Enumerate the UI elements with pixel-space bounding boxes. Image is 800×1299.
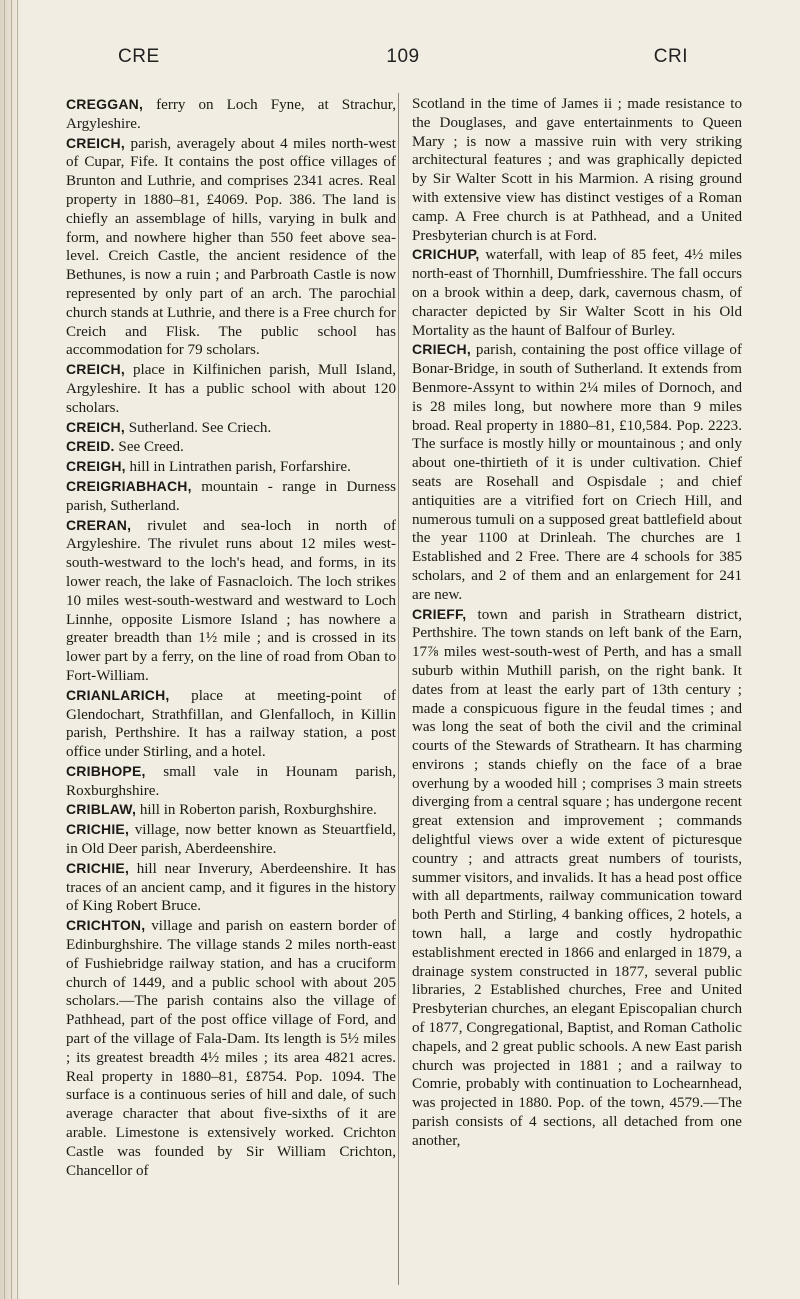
- entry-headword: CRIBHOPE,: [66, 762, 146, 779]
- entry-text: place at meeting-point of Glendochart, Strathfillan, and Glenfalloch, in Killin parish, Perthshire. It has a railway station, a post office under Stirling, and a hotel.: [66, 687, 396, 761]
- gazetteer-entry: [412, 340, 742, 604]
- right-column: [412, 95, 742, 1151]
- page-number: 109: [386, 46, 420, 67]
- gazetteer-entry: [66, 859, 396, 916]
- running-header: [64, 46, 742, 70]
- gazetteer-entry: [66, 437, 396, 457]
- entry-text: hill in Lintrathen parish, Forfarshire.: [125, 459, 351, 476]
- column-divider: [398, 93, 399, 1285]
- entry-headword: CRICHTON,: [66, 917, 146, 934]
- gazetteer-entry: [66, 516, 396, 686]
- entry-text: small vale in Hounam parish, Roxburghshire.: [66, 763, 396, 799]
- header-right-guideword: CRI: [653, 46, 688, 67]
- entry-headword: CRIECH,: [412, 341, 471, 358]
- entry-text: hill in Roberton parish, Roxburghshire.: [136, 802, 377, 819]
- gazetteer-entry: [66, 134, 396, 361]
- entry-text: mountain - range in Durness parish, Sutherland.: [66, 478, 396, 514]
- header-left-guideword: CRE: [118, 46, 160, 67]
- entry-headword: CREICH,: [66, 134, 125, 151]
- gazetteer-entry: [66, 762, 396, 801]
- entry-headword: CREIGRIABHACH,: [66, 477, 192, 494]
- entry-text: waterfall, with leap of 85 feet, 4½ miles north-east of Thornhill, Dumfriesshire. The fall occurs on a brook within a deep, dark, cavernous chasm, of character depicted by Sir Walter Scott in his Old Mortality as the haunt of Balfour of Burley.: [412, 247, 742, 339]
- entry-headword: CREICH,: [66, 418, 125, 435]
- entry-headword: CRIEFF,: [412, 605, 467, 622]
- entry-text: Sutherland. See Criech.: [124, 419, 272, 436]
- gazetteer-entry: [66, 686, 396, 762]
- entry-headword: CREIGH,: [66, 458, 126, 475]
- entry-headword: CRIBLAW,: [66, 801, 137, 818]
- gazetteer-entry: [66, 916, 396, 1180]
- binding-line: [11, 0, 12, 1299]
- gazetteer-entry: [412, 245, 742, 340]
- entry-headword: CRICHIE,: [66, 821, 130, 838]
- gazetteer-entry: [66, 800, 396, 820]
- entry-headword: CREGGAN,: [66, 96, 144, 112]
- entry-headword: CRICHIE,: [66, 859, 130, 876]
- entry-headword: CREID.: [66, 438, 115, 455]
- gazetteer-entry: [66, 360, 396, 417]
- entry-text: rivulet and sea-loch in north of Argyleshire. The rivulet runs about 12 miles west-south-westward to the loch's head, and forms, in its lower reach, the lake of Fasnacloich. The loch strikes 10 miles west-south-westward and westward to Loch Linnhe, opposite Lismore Island ; has nowhere a greater breadth than 1½ mile ; and is crossed in its lower part by a ferry, on the line of road from Oban to Fort-William.: [66, 517, 396, 684]
- gazetteer-entry: [412, 605, 742, 1151]
- gazetteer-entry: [66, 820, 396, 859]
- gazetteer-entry: [66, 418, 396, 438]
- entry-headword: CRICHUP,: [412, 246, 480, 263]
- entry-text: place in Kilfinichen parish, Mull Island, Argyleshire. It has a public school with about 120 scholars.: [66, 362, 396, 416]
- entry-text: parish, averagely about 4 miles north-west of Cupar, Fife. It contains the post office villages of Brunton and Luthrie, and comprises 2341 acres. Real property in 1880–81, £4069. Pop. 386. The land is chiefly an assemblage of hills, varying in bulk and form, and nowhere higher than 550 feet above sea-level. Creich Castle, the ancient residence of the Bethunes, is now a ruin ; and Parbroath Castle is now represented by only part of an arch. The parochial church stands at Luthrie, and there is a Free church for Creich and Flisk. The public school has accommodation for 79 scholars.: [66, 135, 396, 359]
- entry-text: parish, containing the post office village of Bonar-Bridge, in south of Sutherland. It extends from Benmore-Assynt to within 2¼ miles of Dornoch, and is 28 miles long, but nowhere more than 9 miles broad. Real property in 1880–81, £10,584. Pop. 2223. The surface is mostly hilly or mountainous ; and only about one-thirtieth of it is under cultivation. Chief seats are Rosehall and Ospisdale ; and chief antiquities are a vitrified fort on Criech Hill, and numerous tumuli on a supposed great battlefield about the year 1100 at Drinleah. The churches are 1 Established and 2 Free. There are 4 schools for 385 scholars, and 2 of them and an enlargement for 241 are new.: [412, 342, 742, 603]
- binding-line: [17, 0, 18, 1299]
- entry-headword: CRIANLARICH,: [66, 686, 170, 703]
- gazetteer-entry: [66, 477, 396, 516]
- entry-text: village, now better known as Steuartfield, in Old Deer parish, Aberdeenshire.: [66, 822, 396, 858]
- left-column: [66, 95, 396, 1180]
- gazetteer-entry: [412, 95, 742, 245]
- entry-headword: CREICH,: [66, 361, 125, 378]
- page-binding-edge: [0, 0, 22, 1299]
- entry-text: ferry on Loch Fyne, at Strachur, Argyleshire.: [66, 97, 396, 132]
- entry-headword: CRERAN,: [66, 516, 132, 533]
- entry-text: Scotland in the time of James ii ; made resistance to the Douglases, and gave entertainments to Queen Mary ; is now a massive ruin with very striking architectural features ; and was graphically depicted by Sir Walter Scott in his Marmion. A rising ground with extensive view has distinct vestiges of a Roman camp. A Free church is at Pathhead, and a United Presbyterian church is at Ford.: [412, 96, 742, 244]
- entry-text: town and parish in Strathearn district, Perthshire. The town stands on left bank of the Earn, 17⅞ miles west-south-west of Perth, and has a small suburb within Muthill parish, on the right bank. It dates from at least the early part of 13th century ; made a conspicuous figure in the feudal times ; and was long the seat of both the civil and the criminal courts of the Stewards of Strathearn. It has charming environs ; stands chiefly on the face of a brae overhung by a wooded hill ; comprises 3 main streets diverging from a central square ; has undergone recent great extension and improvement ; commands delightful views over a wide extent of picturesque country ; and attracts great numbers of tourists, summer visitors, and invalids. It has a head post office with all departments, railway communication toward both Perth and Stirling, 4 banking offices, 2 hotels, a town hall, a large and costly hydropathic establishment erected in 1866 and enlarged in 1879, a drainage system constructed in 1877, several public libraries, 2 Established churches, Free and United Presbyterian churches, an elegant Episcopalian church of 1877, Congregational, Baptist, and Roman Catholic chapels, and 2 great public schools. A new East parish church was projected in 1881 ; and a railway to Comrie, probably with continuation to Lochearnhead, was projected in 1880. Pop. of the town, 4579.—The parish consists of 4 sections, all detached from one another,: [412, 606, 742, 1149]
- entry-text: See Creed.: [114, 439, 184, 456]
- entry-text: hill near Inverury, Aberdeenshire. It has traces of an ancient camp, and it figures in the history of King Robert Bruce.: [66, 860, 396, 915]
- entry-text: village and parish on eastern border of Edinburghshire. The village stands 2 miles north-east of Fushiebridge railway station, and has a cruciform church of 1449, and a public school with about 205 scholars.—The parish contains also the village of Pathhead, part of the post office village of Ford, and part of the village of Fala-Dam. Its length is 5½ miles ; its greatest breadth 4½ miles ; its area 4821 acres. Real property in 1880–81, £8754. Pop. 1094. The surface is a continuous series of hill and dale, of such average character that about five-sixths of it are arable. Limestone is extensively worked. Crichton Castle was founded by Sir William Crichton, Chancellor of: [66, 918, 396, 1179]
- binding-line: [4, 0, 5, 1299]
- gazetteer-entry: [66, 457, 396, 477]
- gazetteer-entry: [66, 95, 396, 134]
